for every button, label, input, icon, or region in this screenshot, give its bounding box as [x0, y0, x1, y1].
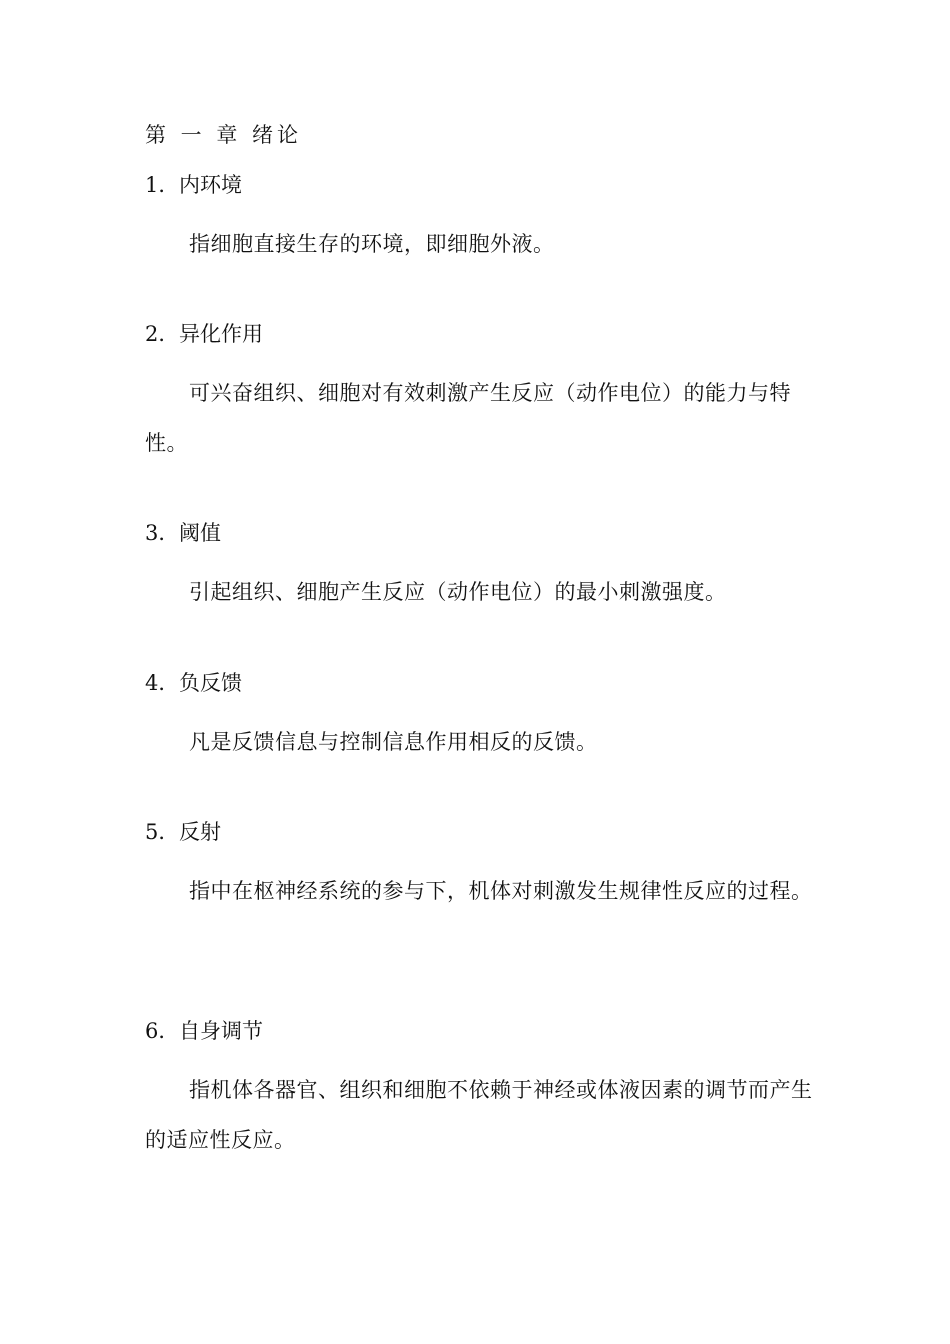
term-heading	[145, 318, 825, 350]
chapter-title: 第 一 章 绪论	[145, 123, 303, 147]
term-number: 5．	[145, 820, 180, 844]
term-entry-4	[145, 667, 825, 767]
term-name: 异化作用	[179, 322, 263, 346]
term-name: 自身调节	[179, 1019, 263, 1043]
term-heading	[145, 816, 825, 848]
term-entry-5	[145, 816, 825, 916]
term-name: 反射	[179, 820, 221, 844]
term-name: 负反馈	[179, 671, 242, 695]
term-heading	[145, 169, 825, 201]
term-name: 内环境	[179, 173, 242, 197]
term-definition: 引起组织、细胞产生反应（动作电位）的最小刺激强度。	[189, 580, 727, 604]
term-number: 6．	[145, 1019, 180, 1043]
term-entry-1	[145, 169, 825, 269]
term-definition: 指机体各器官、组织和细胞不依赖于神经或体液因素的调节而产生的适应性反应。	[145, 1078, 813, 1152]
term-definition: 可兴奋组织、细胞对有效刺激产生反应（动作电位）的能力与特性。	[145, 381, 791, 455]
term-heading	[145, 517, 825, 549]
term-number: 3．	[145, 521, 180, 545]
term-heading	[145, 1015, 825, 1047]
term-definition: 指细胞直接生存的环境，即细胞外液。	[189, 232, 555, 256]
term-number: 2．	[145, 322, 180, 346]
term-number: 1．	[145, 173, 180, 197]
term-heading	[145, 667, 825, 699]
term-entry-3	[145, 517, 825, 617]
term-definition: 凡是反馈信息与控制信息作用相反的反馈。	[189, 730, 598, 754]
term-definition: 指中在枢神经系统的参与下，机体对刺激发生规律性反应的过程。	[189, 879, 813, 903]
term-entry-6	[145, 1015, 825, 1165]
term-name: 阈值	[179, 521, 221, 545]
term-entry-2	[145, 318, 825, 468]
term-number: 4．	[145, 671, 180, 695]
